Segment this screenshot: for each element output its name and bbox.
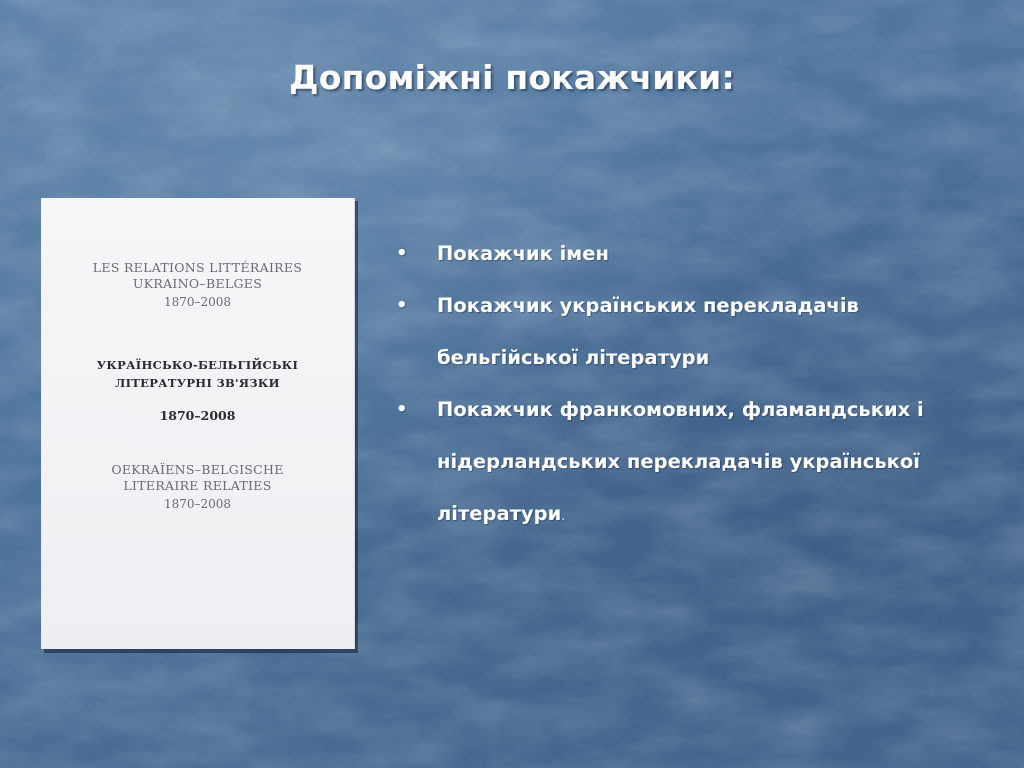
bullet-marker: •	[396, 399, 408, 420]
book-title-ua-line1: УКРАЇНСЬКО-БЕЛЬГІЙСЬКІ	[96, 358, 299, 372]
book-years-fr: 1870–2008	[163, 295, 232, 309]
bullet-text-line3: літератури	[437, 502, 562, 525]
bullet-text: Покажчик імен	[437, 242, 609, 265]
bullet-text-line2: бельгійської літератури	[437, 346, 710, 369]
bullet-text-line1: Покажчик франкомовних, фламандських і	[437, 398, 924, 421]
bullet-text-line1: Покажчик українських перекладачів	[437, 294, 859, 317]
bullet-list	[394, 228, 994, 542]
book-cover-image	[41, 198, 355, 649]
book-title-fr-line2: UKRAINO–BELGES	[132, 276, 263, 291]
slide-title: Допоміжні покажчики:	[289, 58, 735, 97]
book-title-ua-line2: ЛІТЕРАТУРНІ ЗВ'ЯЗКИ	[115, 376, 280, 390]
bullet-marker: •	[396, 295, 408, 316]
book-title-nl-line1: OEKRAÏENS–BELGISCHE	[111, 462, 284, 477]
bullet-item-names-index	[394, 228, 994, 280]
bullet-item-foreign-translators-index	[394, 384, 994, 542]
bullet-text-end: .	[561, 509, 566, 523]
bullet-marker: •	[396, 243, 408, 264]
bullet-item-ukrainian-translators-index	[394, 280, 994, 384]
book-title-fr-line1: LES RELATIONS LITTÉRAIRES	[92, 260, 303, 275]
book-years-ua: 1870–2008	[159, 408, 236, 423]
book-title-nl-line2: LITERAIRE RELATIES	[123, 478, 272, 493]
book-years-nl: 1870–2008	[163, 497, 232, 511]
bullet-text-line2: нідерландських перекладачів української	[437, 450, 920, 473]
